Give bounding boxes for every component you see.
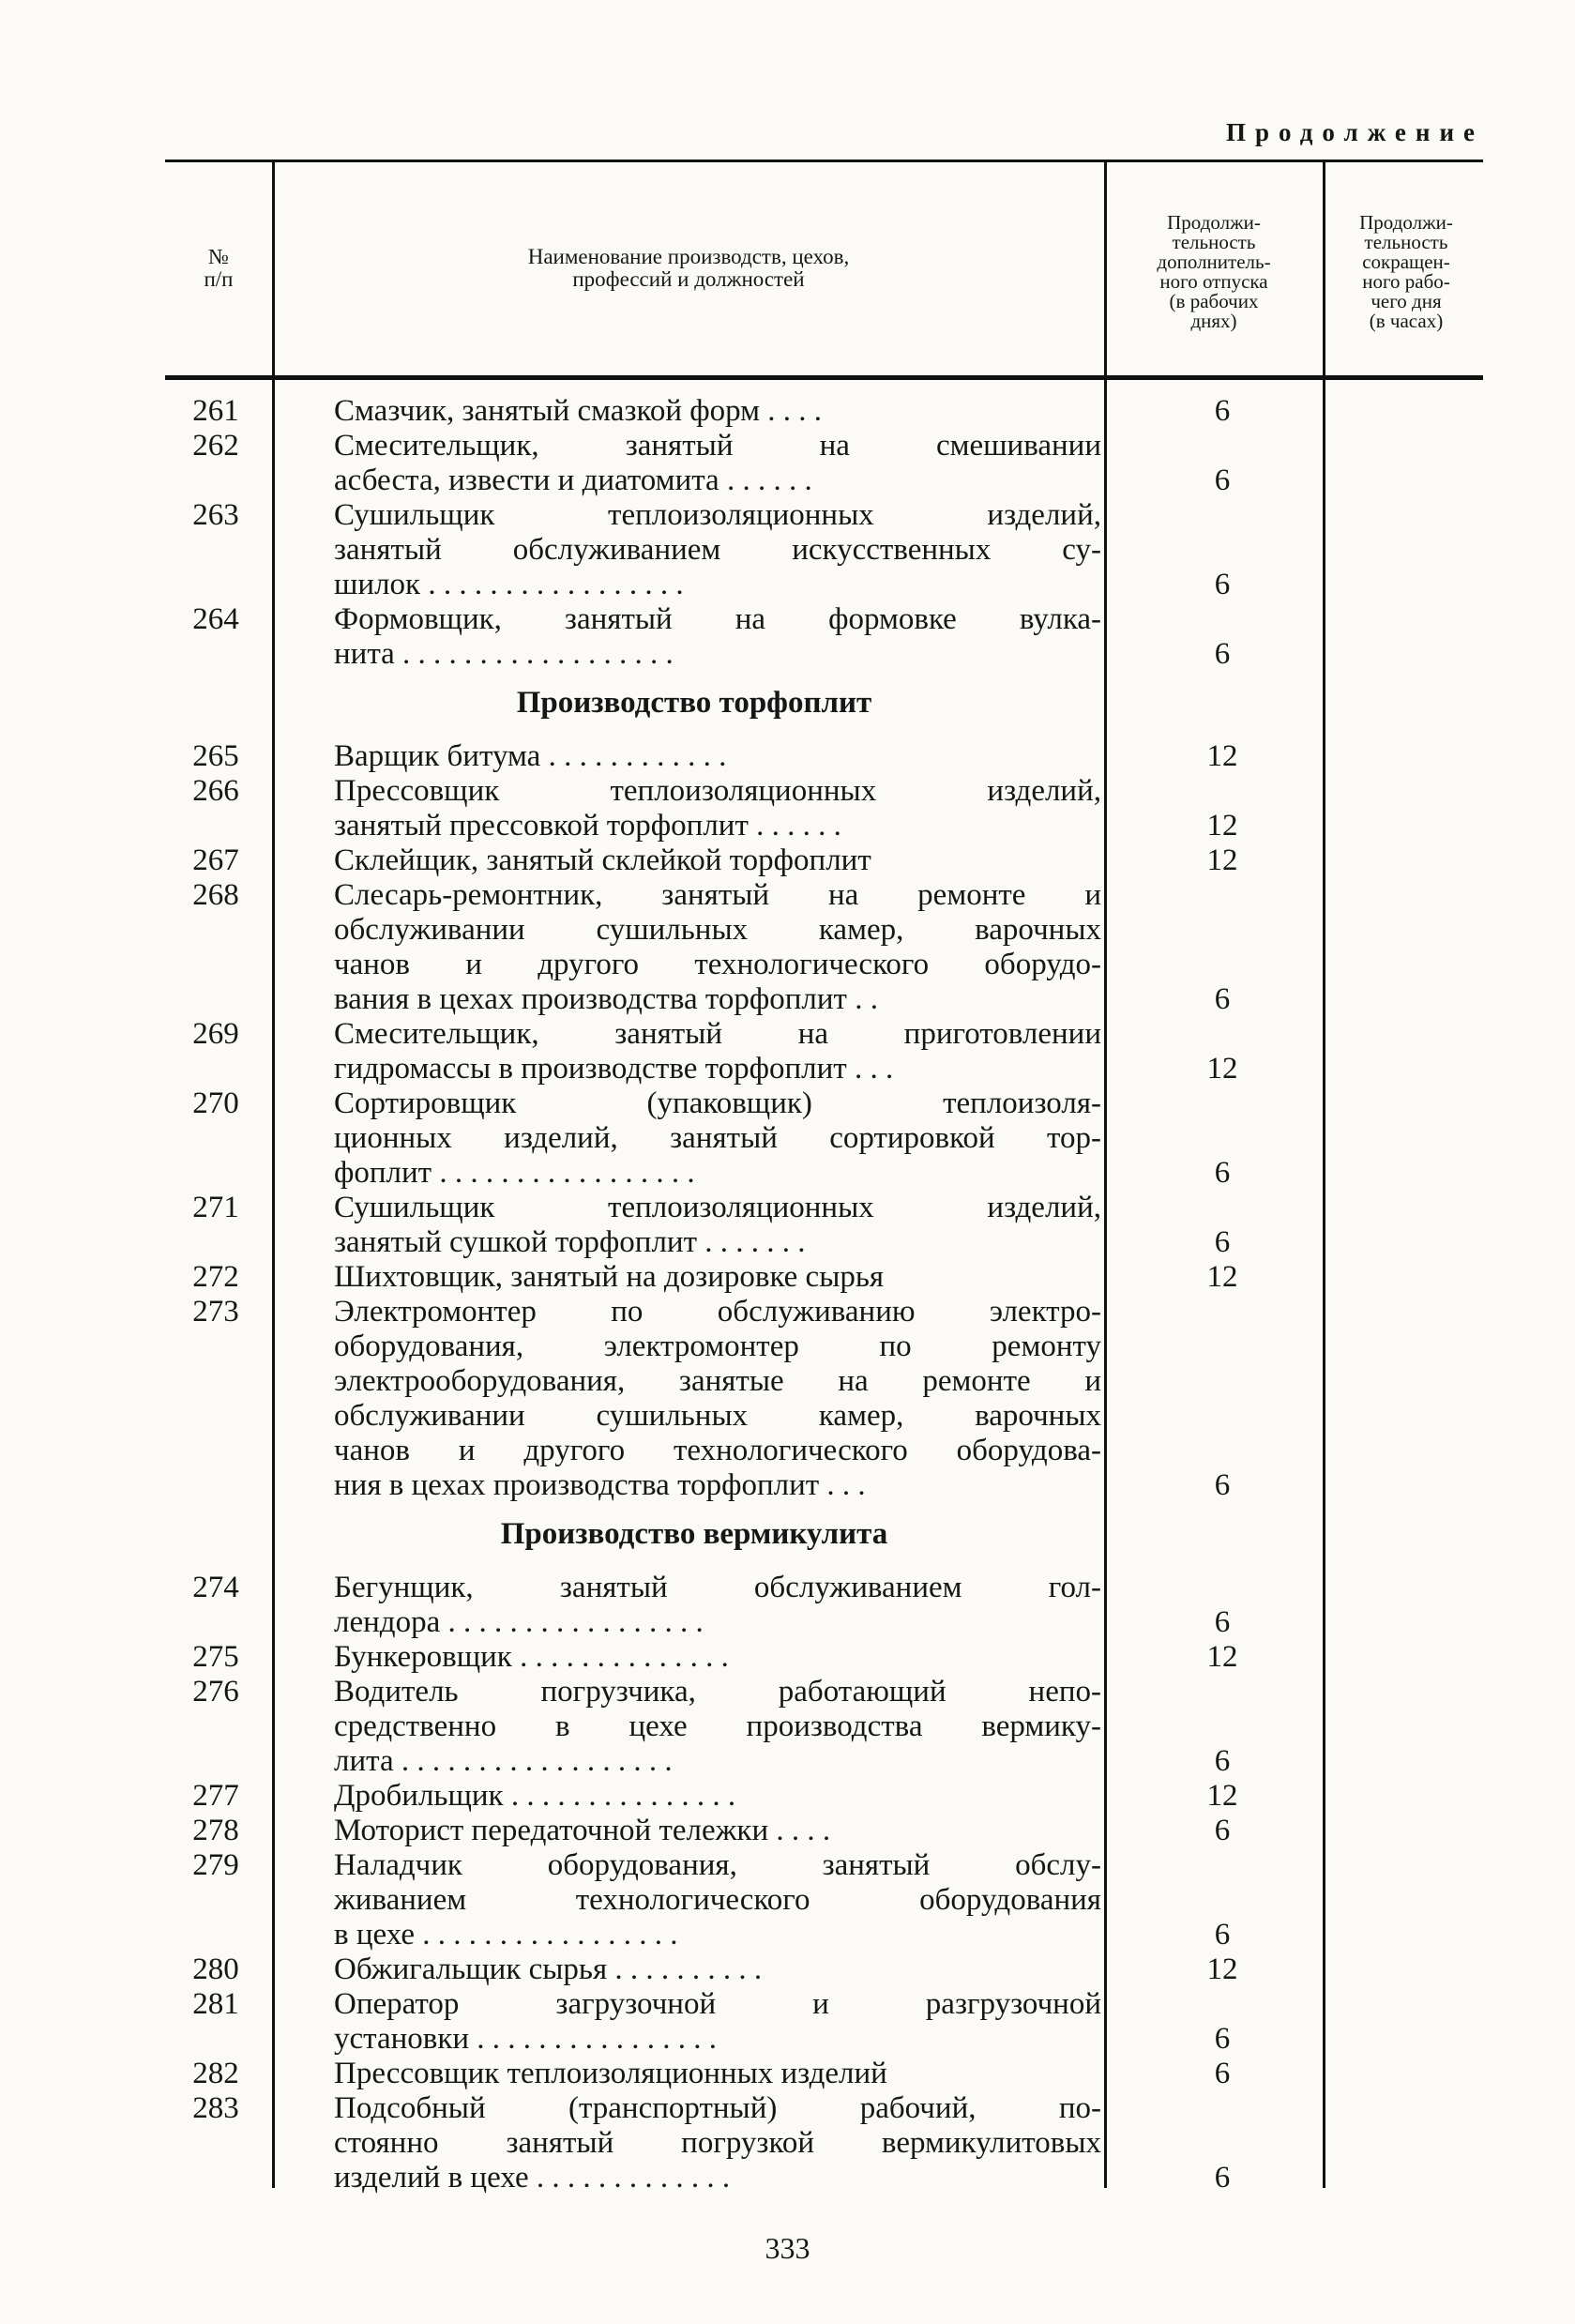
continuation-label: Продолжение [1226,118,1484,146]
column-divider-1 [272,161,275,2188]
row-number: 262 [192,429,239,463]
description-line: Дробильщик . . . . . . . . . . . . . . . [334,1779,736,1813]
table-row-description [334,2057,1101,2091]
row-number: 278 [192,1814,239,1847]
leave-days-value: 6 [1214,982,1231,1016]
leave-days-value: 12 [1206,1779,1238,1813]
table-row-description [334,1017,1101,1086]
description-line: Шихтовщик, занятый на дозировке сырья [334,1260,885,1294]
page-number: 333 [765,2231,810,2265]
leave-days-value: 6 [1214,568,1231,601]
description-line: фоплит . . . . . . . . . . . . . . . . . [334,1156,695,1190]
description-line: вания в цехах производства торфоплит . . [334,982,878,1016]
description-line: Смазчик, занятый смазкой форм . . . . [334,394,823,428]
description-line: Склейщик, занятый склейкой торфоплит [334,843,871,877]
description-line: Наладчик оборудования, занятый обслу- [334,1848,1101,1882]
table-row-description [334,1260,1101,1295]
description-line: Сушильщик теплоизоляционных изделий, [334,1191,1101,1224]
description-line: Смесительщик, занятый на смешивании [334,429,1101,463]
description-line: Прессовщик теплоизоляционных изделий, [334,774,1101,808]
header-col-name: Наименование производств, цехов, профессий и должностей [527,245,850,291]
leave-days-value: 12 [1206,1952,1238,1986]
description-line: Обжигальщик сырья . . . . . . . . . . [334,1952,763,1986]
description-line: Подсобный (транспортный) рабочий, по- [334,2091,1101,2125]
leave-days-value: 6 [1214,1918,1231,1952]
description-line: занятый сушкой торфоплит . . . . . . . [334,1225,806,1259]
description-line: нита . . . . . . . . . . . . . . . . . . [334,637,674,671]
table-row-description [334,1191,1101,1260]
leave-days-value: 12 [1206,809,1238,843]
leave-days-value: 12 [1206,1260,1238,1294]
row-number: 280 [192,1952,239,1986]
leave-days-value: 6 [1214,394,1231,428]
table-row-description [334,1987,1101,2057]
table-row-description [334,602,1101,672]
row-number: 273 [192,1295,239,1329]
description-line: занятый обслуживанием искусственных су- [334,533,1101,567]
description-line: живанием технологического оборудования [334,1883,1101,1917]
leave-days-value: 6 [1214,463,1231,497]
leave-days-value: 6 [1214,1605,1231,1639]
row-number: 267 [192,843,239,877]
leave-days-value: 6 [1214,2022,1231,2056]
description-line: Бегунщик, занятый обслуживанием гол- [334,1571,1101,1604]
table-row-description [334,498,1101,602]
table-row-description [334,429,1101,498]
row-number: 275 [192,1640,239,1674]
leave-days-value: 6 [1214,1156,1231,1190]
table-row-description [334,774,1101,843]
description-line: изделий в цехе . . . . . . . . . . . . . [334,2161,731,2195]
description-line: чанов и другого технологического оборудова- [334,1434,1101,1467]
description-line: средственно в цехе производства вермику- [334,1709,1101,1743]
description-line: Смесительщик, занятый на приготовлении [334,1017,1101,1051]
section-heading: Производство торфоплит [516,686,872,720]
description-line: Бункеровщик . . . . . . . . . . . . . . [334,1640,729,1674]
column-divider-3 [1323,161,1325,2188]
description-line: ционных изделий, занятый сортировкой тор- [334,1121,1101,1155]
table-row-description [334,1640,1101,1675]
row-number: 277 [192,1779,239,1813]
leave-days-value: 12 [1206,843,1238,877]
row-number: 264 [192,602,239,636]
row-number: 270 [192,1086,239,1120]
table-row-description [334,1814,1101,1848]
header-col-number: № п/п [204,245,234,291]
row-number: 279 [192,1848,239,1882]
description-line: Прессовщик теплоизоляционных изделий [334,2057,887,2090]
table-row-description [334,1295,1101,1503]
row-number: 268 [192,878,239,912]
row-number: 272 [192,1260,239,1294]
leave-days-value: 6 [1214,1744,1231,1778]
description-line: занятый прессовкой торфоплит . . . . . . [334,809,841,843]
description-line: установки . . . . . . . . . . . . . . . . [334,2022,718,2056]
table-row-description [334,843,1101,878]
row-number: 282 [192,2057,239,2090]
header-col-leave: Продолжи- тельность дополнитель- ного отпуска (в рабочих днях) [1157,211,1271,332]
leave-days-value: 6 [1214,1468,1231,1502]
description-line: лендора . . . . . . . . . . . . . . . . . [334,1605,704,1639]
description-line: Сушильщик теплоизоляционных изделий, [334,498,1101,532]
table-row-description [334,1952,1101,1987]
description-line: Оператор загрузочной и разгрузочной [334,1987,1101,2021]
description-line: гидромассы в производстве торфоплит . . . [334,1052,894,1086]
row-number: 283 [192,2091,239,2125]
leave-days-value: 6 [1214,1225,1231,1259]
row-number: 281 [192,1987,239,2021]
table-row-description [334,1675,1101,1779]
leave-days-value: 6 [1214,2057,1231,2090]
description-line: Слесарь-ремонтник, занятый на ремонте и [334,878,1101,912]
row-number: 265 [192,739,239,773]
row-number: 261 [192,394,239,428]
leave-days-value: 6 [1214,637,1231,671]
description-line: Моторист передаточной тележки . . . . [334,1814,831,1847]
table-row-description [334,394,1101,429]
table-row-description [334,1848,1101,1952]
description-line: стоянно занятый погрузкой вермикулитовых [334,2126,1101,2160]
description-line: Сортировщик (упаковщик) теплоизоля- [334,1086,1101,1120]
table-row-description [334,739,1101,774]
row-number: 274 [192,1571,239,1604]
row-number: 269 [192,1017,239,1051]
description-line: асбеста, извести и диатомита . . . . . . [334,463,812,497]
table-row-description [334,1571,1101,1640]
header-col-hours: Продолжи- тельность сокращен- ного рабо- чего дня (в часах) [1359,211,1453,332]
description-line: оборудования, электромонтер по ремонту [334,1329,1101,1363]
description-line: лита . . . . . . . . . . . . . . . . . . [334,1744,673,1778]
section-heading: Производство вермикулита [500,1517,888,1551]
row-number: 266 [192,774,239,808]
row-number: 263 [192,498,239,532]
table-row-description [334,1779,1101,1814]
table-row-description [334,1086,1101,1191]
description-line: Электромонтер по обслуживанию электро- [334,1295,1101,1329]
leave-days-value: 12 [1206,1640,1238,1674]
table-row-description [334,878,1101,1017]
description-line: Варщик битума . . . . . . . . . . . . [334,739,727,773]
row-number: 271 [192,1191,239,1224]
description-line: Водитель погрузчика, работающий непо- [334,1675,1101,1709]
description-line: Формовщик, занятый на формовке вулка- [334,602,1101,636]
header-bottom-rule [165,375,1483,380]
description-line: ния в цехах производства торфоплит . . . [334,1468,866,1502]
description-line: шилок . . . . . . . . . . . . . . . . . [334,568,684,601]
leave-days-value: 6 [1214,1814,1231,1847]
row-number: 276 [192,1675,239,1709]
column-divider-2 [1104,161,1107,2188]
leave-days-value: 12 [1206,739,1238,773]
description-line: чанов и другого технологического оборудо- [334,948,1101,981]
description-line: электрооборудования, занятые на ремонте и [334,1364,1101,1398]
leave-days-value: 6 [1214,2161,1231,2195]
leave-days-value: 12 [1206,1052,1238,1086]
description-line: обслуживании сушильных камер, варочных [334,1399,1101,1433]
table-top-rule [165,159,1483,162]
description-line: в цехе . . . . . . . . . . . . . . . . . [334,1918,678,1952]
table-row-description [334,2091,1101,2195]
description-line: обслуживании сушильных камер, варочных [334,913,1101,947]
